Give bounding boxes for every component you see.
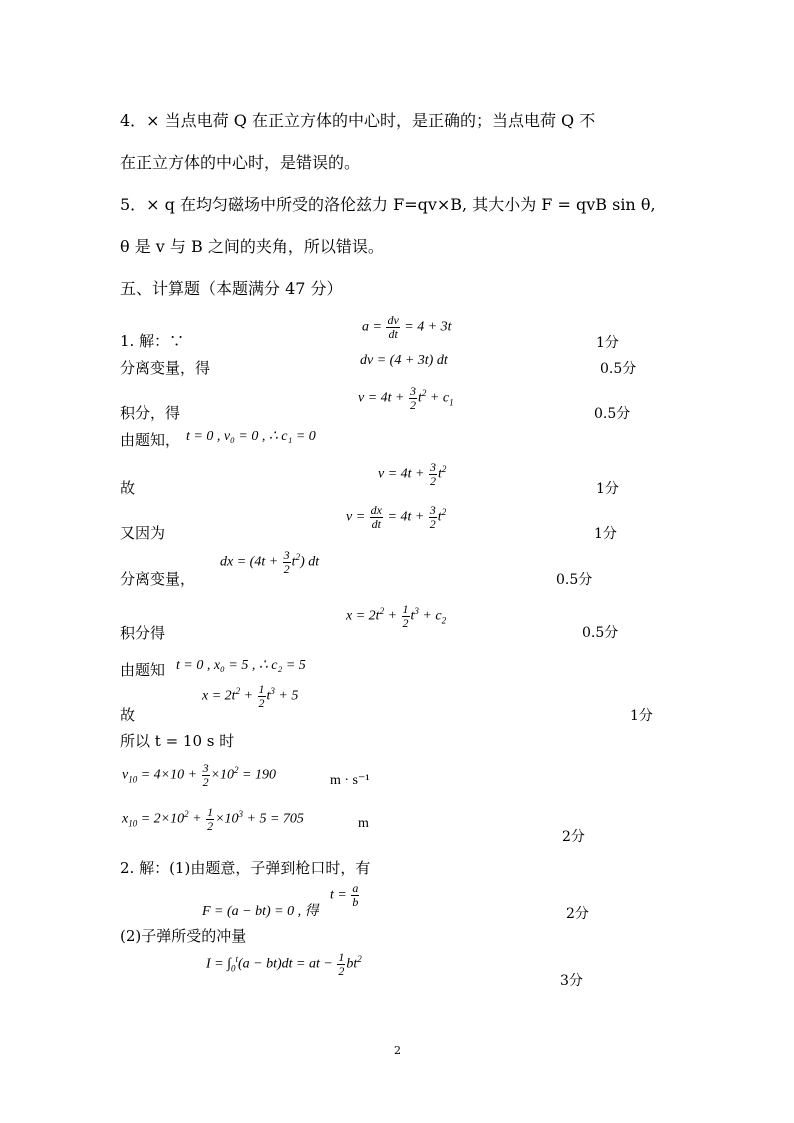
p1-eq-dv: dv = (4 + 3t) dt [360, 353, 448, 368]
p1-score-5: 1分 [594, 526, 617, 542]
p1-when-label: 所以 t = 10 s 时 [120, 732, 235, 750]
p1-score-7: 0.5分 [582, 625, 619, 641]
p1-score-9: 2分 [562, 829, 585, 845]
p1-score-6: 0.5分 [556, 572, 593, 588]
p1-eq-acceleration: a = $\frac{dv}{dt}$ = 4 + 3t [362, 313, 452, 341]
p1-given-label: 由题知， [120, 431, 181, 449]
p1-since-label: 又因为 [120, 524, 166, 542]
p1-separate-label: 分离变量，得 [120, 359, 211, 377]
p2-eq-impulse: $I = \int_0^t(a - bt)dt$ = at − $\frac{1}{2}$ $bt^2$ [206, 950, 362, 978]
p1-therefore2-label: 故 [120, 706, 136, 724]
p1-eq-x: $x = 2t^2$ + $\frac{1}{2}$ $t^3 + 5$ [202, 682, 299, 710]
p1-eq-v-dxdt: v = $\frac{dx}{dt}$ = 4t + $\frac{3}{2}$ $t^2$ [346, 503, 447, 531]
item5-line1: 5．× q 在均匀磁场中所受的洛伦兹力 F=qv×B, 其大小为 F = qvB sin θ, [120, 195, 656, 214]
p1-given2-label: 由题知 [120, 661, 166, 679]
p1-score-8: 1分 [630, 708, 653, 724]
p2-impulse-label: (2)子弹所受的冲量 [120, 927, 247, 945]
p1-eq-x10: $x_{10} = 2\times 10^2$ + $\frac{1}{2}$ $\times 10^3 + 5 = 705$ [122, 805, 304, 833]
p2-eq-force: F = (a − bt) = 0 , 得 [202, 904, 319, 919]
p1-eq-x-c2: $x = 2t^2$ + $\frac{1}{2}$ $t^3 + c_2$ [346, 602, 447, 630]
p1-eq-v-c1: v = 4t + $\frac{3}{2}$ $t^2 + c_1$ [358, 384, 454, 412]
p1-separate2-label: 分离变量， [120, 570, 196, 588]
p1-eq-initial-x: t = 0 , x₀ = 5 , ∴ c₂ = 5 [176, 658, 306, 673]
p2-score-2: 3分 [560, 973, 583, 989]
p1-unit-velocity: m · s⁻¹ [330, 773, 370, 788]
p1-integrate2-label: 积分得 [120, 624, 166, 642]
p2-eq-time: t = $\frac{a}{b}$ [330, 881, 359, 909]
p1-score-2: 0.5分 [600, 361, 637, 377]
p1-integrate-label: 积分，得 [120, 404, 181, 422]
p1-solution-label: 1. 解：∵ [120, 332, 185, 350]
p1-eq-v10: $v_{10} = 4\times 10$ + $\frac{3}{2}$ $\times 10^2 = 190$ [122, 761, 276, 789]
p1-therefore-label: 故 [120, 479, 136, 497]
p1-eq-dx: dx = (4t + $\frac{3}{2}$ $t^2$) dt [220, 548, 320, 576]
page-number: 2 [394, 1044, 401, 1057]
item4-line2: 在正立方体的中心时，是错误的。 [120, 153, 361, 172]
p1-score-1: 1分 [596, 335, 619, 351]
p1-score-4: 1分 [596, 481, 619, 497]
item4-line1: 4．× 当点电荷 Q 在正立方体的中心时，是正确的；当点电荷 Q 不 [120, 111, 596, 130]
p1-score-3: 0.5分 [594, 406, 631, 422]
p2-score-1: 2分 [566, 906, 589, 922]
p1-eq-initial-v: t = 0 , v₀ = 0 , ∴ c₁ = 0 [186, 429, 316, 444]
p2-solution-label: 2. 解：(1)由题意，子弹到枪口时，有 [120, 859, 371, 877]
p1-unit-meter: m [358, 816, 369, 831]
section-heading: 五、计算题（本题满分 47 分） [120, 279, 343, 298]
p1-eq-v: v = 4t + $\frac{3}{2}$ $t^2$ [378, 460, 447, 488]
item5-line2: θ 是 v 与 B 之间的夹角，所以错误。 [120, 237, 384, 256]
